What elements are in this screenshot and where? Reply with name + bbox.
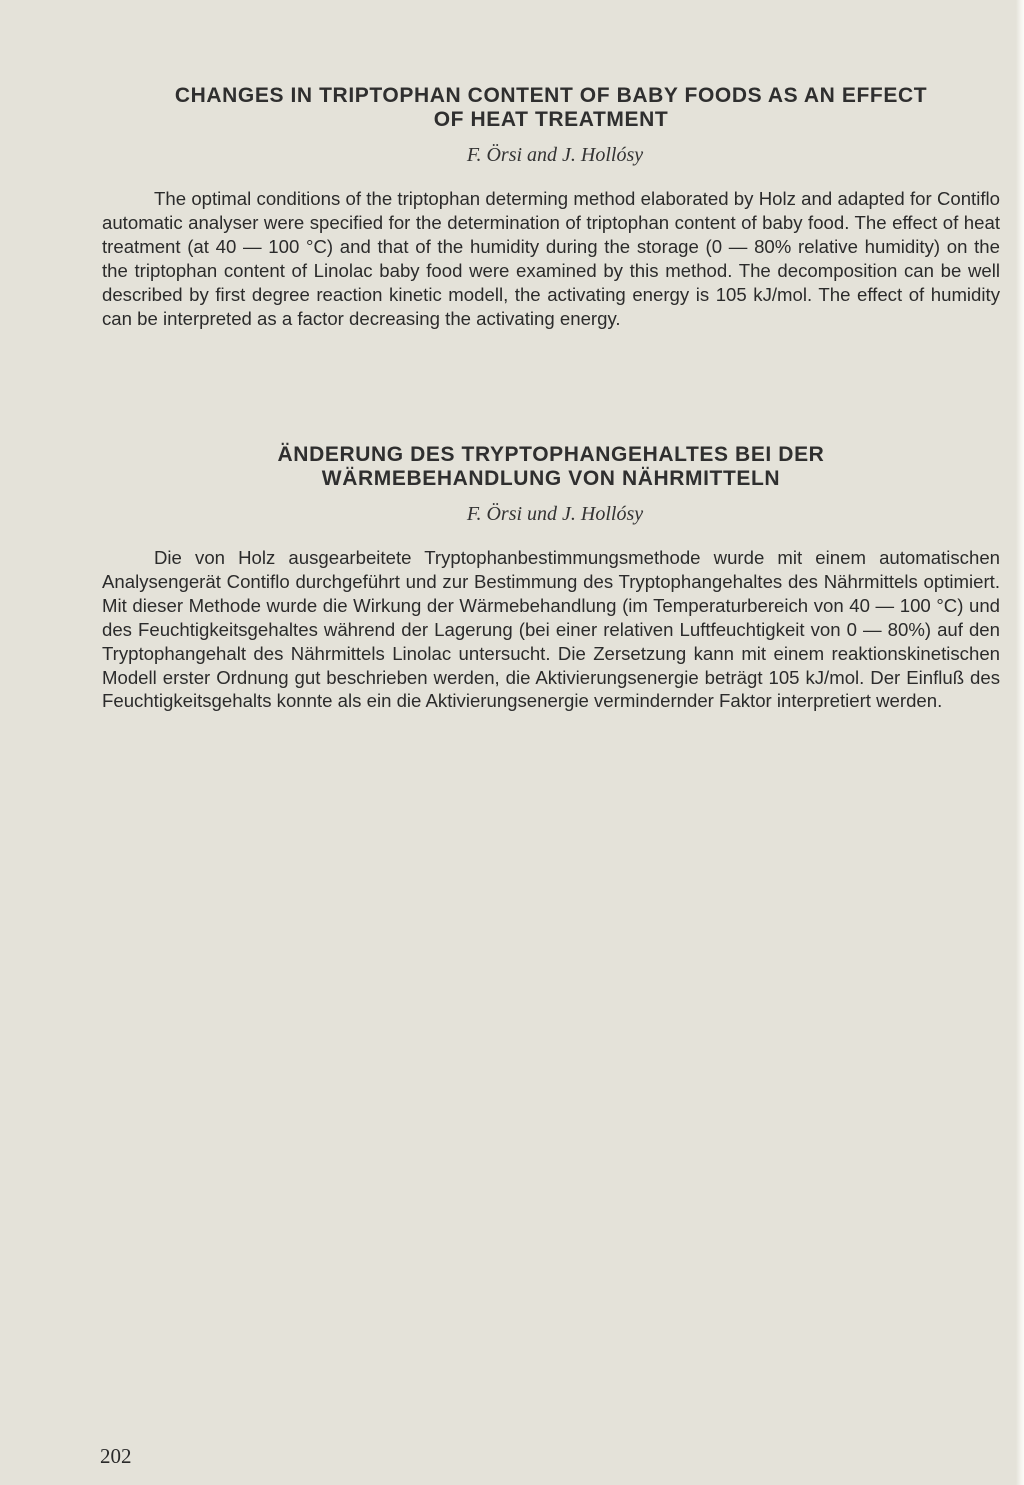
- english-title: [102, 84, 1000, 132]
- german-abstract-text: Die von Holz ausgearbeitete Tryptophanbestimmungsmethode wurde mit einem automatischen Analysengerät Contiflo durchgeführt und zur Bestimmung des Tryptophangehaltes des Nährmittels optimiert. Mit dieser Methode wurde die Wirkung der Wärmebehandlung (im Temperaturbereich von 40 — 100 °C) und des Feuchtigkeitsgehaltes während der Lagerung (bei einer relativen Luftfeuchtigkeit von 0 — 80%) auf den Tryptophangehalt des Nährmittels Linolac untersucht. Die Zersetzung kann mit einem reaktionskinetischen Modell erster Ordnung gut beschrieben werden, die Aktivierungsenergie beträgt 105 kJ/mol. Der Einfluß des Feuchtigkeitsgehalts konnte als ein die Aktivierungsenergie vermindernder Faktor interpretiert werden.: [102, 547, 1000, 712]
- page-number: 202: [100, 1444, 132, 1468]
- german-abstract-section: [102, 443, 1000, 732]
- english-title-line-2: OF HEAT TREATMENT: [433, 108, 669, 131]
- german-title-line-2: WÄRMEBEHANDLUNG VON NÄHRMITTELN: [321, 467, 781, 490]
- english-title-line-1: CHANGES IN TRIPTOPHAN CONTENT OF BABY FOODS AS AN EFFECT: [174, 84, 928, 107]
- english-authors: F. Örsi and J. Hollósy: [466, 144, 644, 166]
- german-title-line-1: ÄNDERUNG DES TRYPTOPHANGEHALTES BEI DER: [277, 443, 825, 466]
- page-edge: [1016, 0, 1024, 1485]
- english-abstract-text: The optimal conditions of the triptophan determing method elaborated by Holz and adapted for Contiflo automatic analyser were specified for the determination of triptophan content of baby food. The effect of heat treatment (at 40 — 100 °C) and that of the humidity during the storage (0 — 80% relative humidity) on the the triptophan content of Linolac baby food were examined by this method. The decomposition can be well described by first degree reaction kinetic modell, the activating energy is 105 kJ/mol. The effect of humidity can be interpreted as a factor decreasing the activating energy.: [102, 188, 1000, 329]
- english-abstract-section: [102, 84, 1000, 349]
- german-authors: F. Örsi und J. Hollósy: [466, 503, 644, 525]
- german-title: [102, 443, 1000, 491]
